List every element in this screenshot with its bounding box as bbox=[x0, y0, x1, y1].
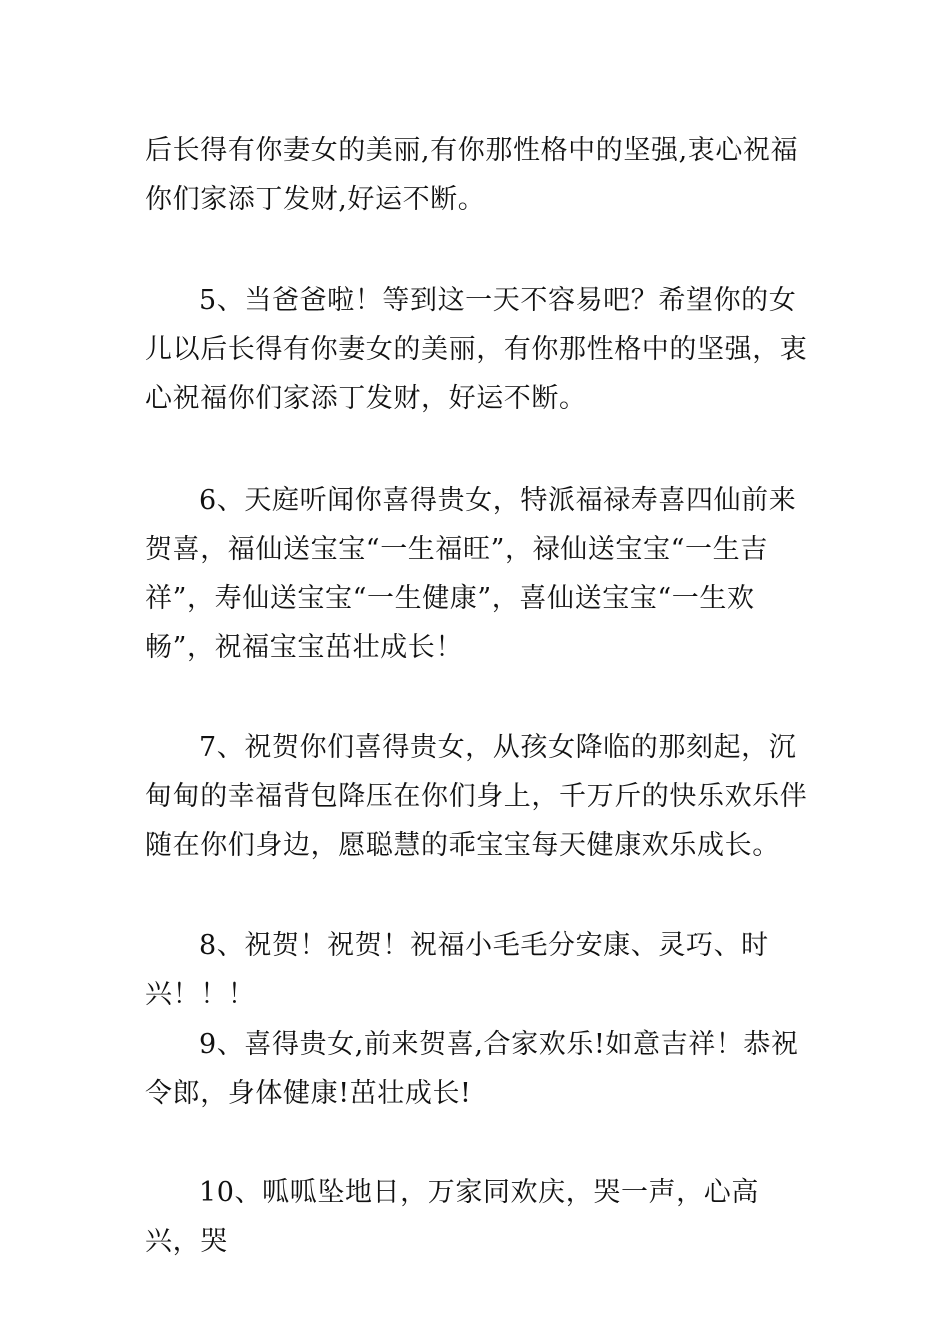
paragraph-item-9: 9、喜得贵女,前来贺喜,合家欢乐!如意吉祥！恭祝令郎，身体健康!茁壮成长! bbox=[145, 1029, 799, 1109]
paragraph-item-5: 5、当爸爸啦！等到这一天不容易吧？希望你的女儿以后长得有你妻女的美丽，有你那性格中的坚强，衷心祝福你们家添丁发财，好运不断。 bbox=[145, 285, 808, 414]
paragraph-continuation: 后长得有你妻女的美丽,有你那性格中的坚强,衷心祝福你们家添丁发财,好运不断。 bbox=[145, 135, 799, 215]
paragraph-item-6: 6、天庭听闻你喜得贵女，特派福禄寿喜四仙前来贺喜，福仙送宝宝“一生福旺”，禄仙送宝宝“一生吉祥”，寿仙送宝宝“一生健康”，喜仙送宝宝“一生欢畅”，祝福宝宝茁壮成长！ bbox=[145, 485, 797, 663]
paragraph-item-7: 7、祝贺你们喜得贵女，从孩女降临的那刻起，沉甸甸的幸福背包降压在你们身上，千万斤的快乐欢乐伴随在你们身边，愿聪慧的乖宝宝每天健康欢乐成长。 bbox=[145, 732, 808, 861]
paragraph-item-10: 10、呱呱坠地日，万家同欢庆，哭一声，心高兴，哭 bbox=[145, 1177, 759, 1257]
paragraph-item-8: 8、祝贺！祝贺！祝福小毛毛分安康、灵巧、时兴！！！ bbox=[145, 930, 769, 1010]
